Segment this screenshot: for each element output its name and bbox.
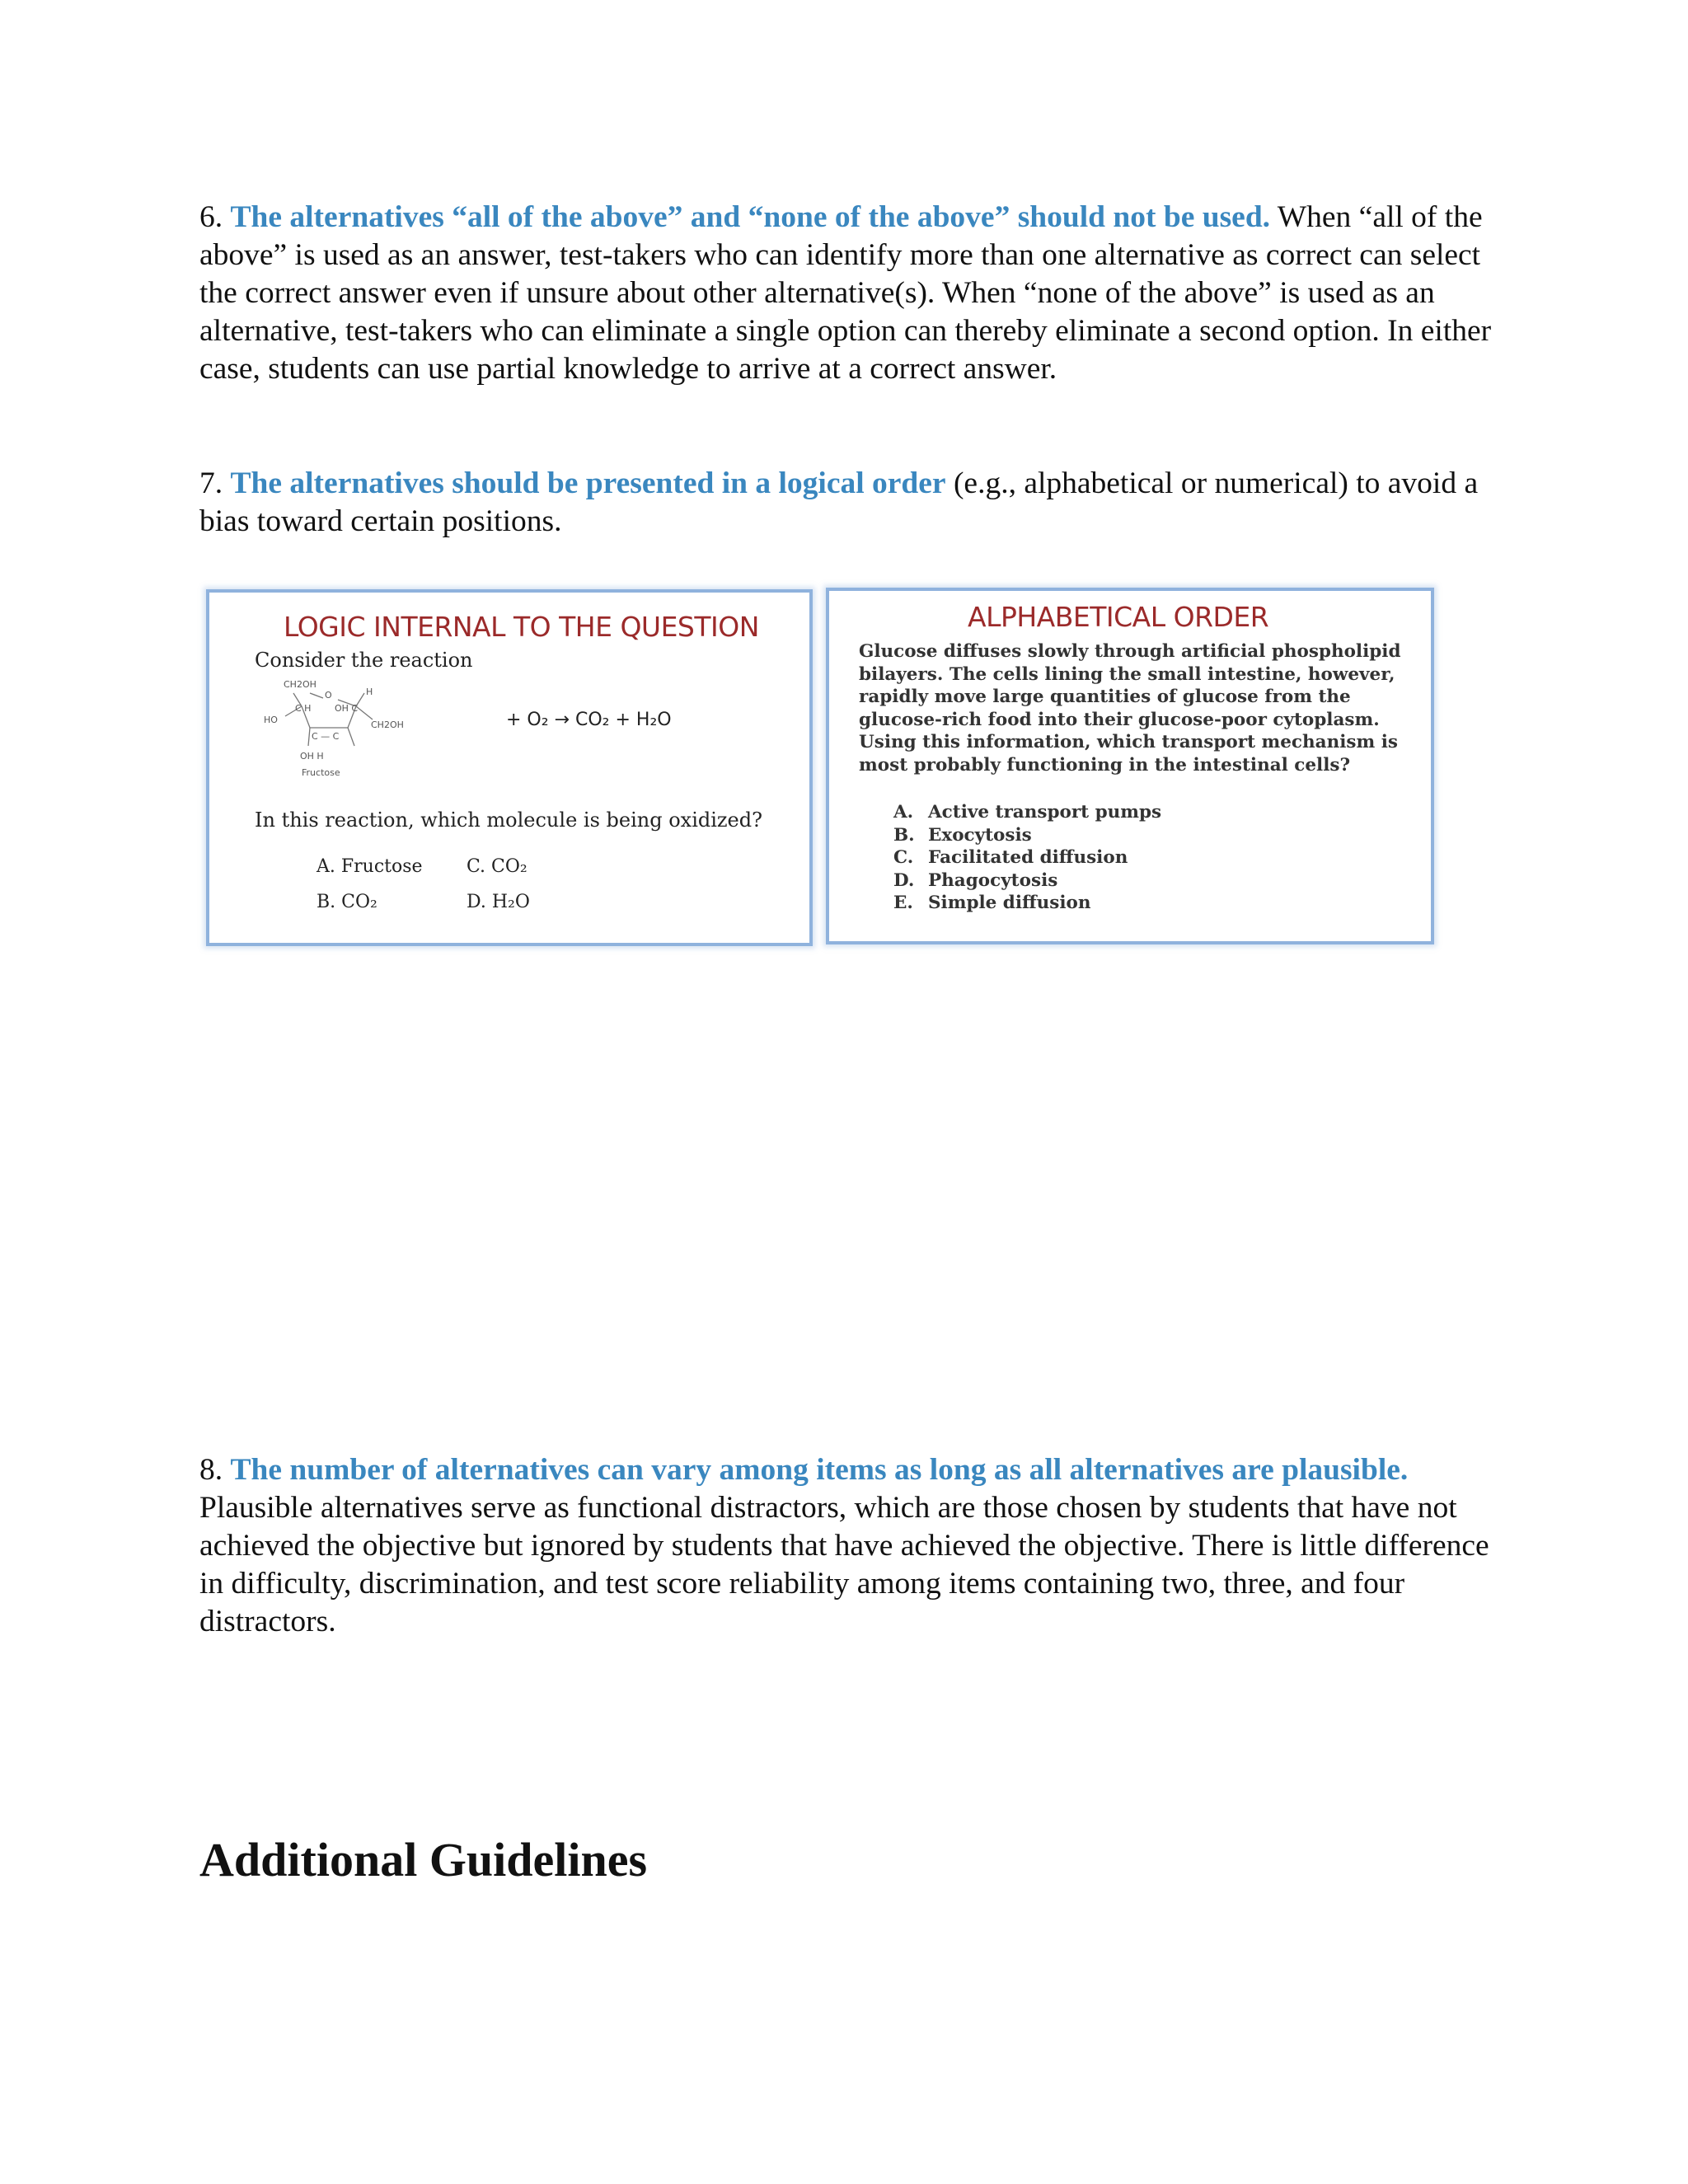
answer-text: Exocytosis bbox=[928, 824, 1032, 846]
logic-example-card bbox=[206, 589, 813, 946]
answer-option bbox=[893, 846, 1161, 869]
card-title: ALPHABETICAL ORDER bbox=[968, 601, 1269, 633]
guideline-number: 6. bbox=[199, 200, 223, 234]
answer-text: Phagocytosis bbox=[928, 869, 1058, 891]
guideline-6 bbox=[199, 199, 1502, 388]
answer-option-b: B. CO₂ bbox=[316, 892, 377, 912]
alphabetical-example-card bbox=[826, 588, 1434, 944]
answer-option bbox=[893, 892, 1161, 915]
answer-option bbox=[893, 824, 1161, 847]
structure-label: C — C bbox=[312, 731, 340, 742]
guideline-highlight: The alternatives “all of the above” and “none of the above” should not be used. bbox=[230, 200, 1271, 234]
answer-option bbox=[893, 869, 1161, 893]
card-question: In this reaction, which molecule is being oxidized? bbox=[255, 808, 762, 832]
structure-label: CH2OH bbox=[284, 679, 316, 690]
structure-label: Fructose bbox=[302, 767, 340, 778]
answer-text: Simple diffusion bbox=[928, 893, 1091, 913]
structure-label: OH H bbox=[300, 751, 324, 762]
answer-letter: A. bbox=[893, 802, 914, 823]
structure-label: O bbox=[325, 690, 332, 701]
guideline-body: Plausible alternatives serve as functional distractors, which are those chosen by students that have not achieved the objective but ignored by students that have achieved the objective. There is little difference in difficulty, discrimination, and test score reliability among items containing two, three, and four distractors. bbox=[199, 1491, 1489, 1638]
guideline-8 bbox=[199, 1451, 1502, 1641]
answer-text: Facilitated diffusion bbox=[928, 847, 1128, 868]
reaction-equation: + O₂ → CO₂ + H₂O bbox=[506, 710, 672, 730]
card-passage: Glucose diffuses slowly through artificial phospholipid bilayers. The cells lining the small intestine, however, rapidly move large quantities of glucose from the glucose-rich food into their glucose-poor cytoplasm. Using this information, which transport mechanism is most probably functioning in the intestinal cells? bbox=[859, 641, 1401, 776]
answer-option-c: C. CO₂ bbox=[467, 856, 528, 877]
fructose-structure-diagram bbox=[259, 675, 457, 799]
guideline-body: (e.g., alphabetical or numerical) to avoid a bias toward certain positions. bbox=[199, 466, 1479, 538]
section-heading: Additional Guidelines bbox=[199, 1833, 648, 1886]
guideline-7 bbox=[199, 465, 1502, 541]
guideline-number: 7. bbox=[199, 466, 223, 500]
card-title: LOGIC INTERNAL TO THE QUESTION bbox=[284, 611, 759, 643]
answer-option bbox=[893, 801, 1161, 824]
structure-label: C H bbox=[295, 703, 312, 714]
answer-option-d: D. H₂O bbox=[467, 892, 530, 912]
structure-label: OH C bbox=[335, 703, 359, 714]
card-prompt: Consider the reaction bbox=[255, 649, 473, 672]
answer-list bbox=[893, 801, 1161, 915]
structure-label: CH2OH bbox=[371, 719, 404, 730]
structure-label: HO bbox=[264, 715, 278, 725]
answer-option-a: A. Fructose bbox=[316, 856, 423, 877]
structure-label: H bbox=[366, 687, 373, 697]
answer-letter: C. bbox=[893, 847, 914, 868]
guideline-highlight: The alternatives should be presented in a logical order bbox=[230, 466, 946, 500]
guideline-body: When “all of the above” is used as an answer, test-takers who can identify more than one alternative as correct can select the correct answer even if unsure about other alternative(s). When “none of the above” is used as an alternative, test-takers who can eliminate a single option can thereby eliminate a second option. In either case, students can use partial knowledge to arrive at a correct answer. bbox=[199, 200, 1492, 386]
guideline-highlight: The number of alternatives can vary among items as long as all alternatives are plausible. bbox=[230, 1453, 1409, 1487]
guideline-number: 8. bbox=[199, 1453, 223, 1487]
answer-letter: B. bbox=[893, 824, 915, 846]
answer-letter: E. bbox=[893, 893, 913, 913]
answer-letter: D. bbox=[893, 869, 915, 891]
answer-text: Active transport pumps bbox=[928, 802, 1162, 823]
